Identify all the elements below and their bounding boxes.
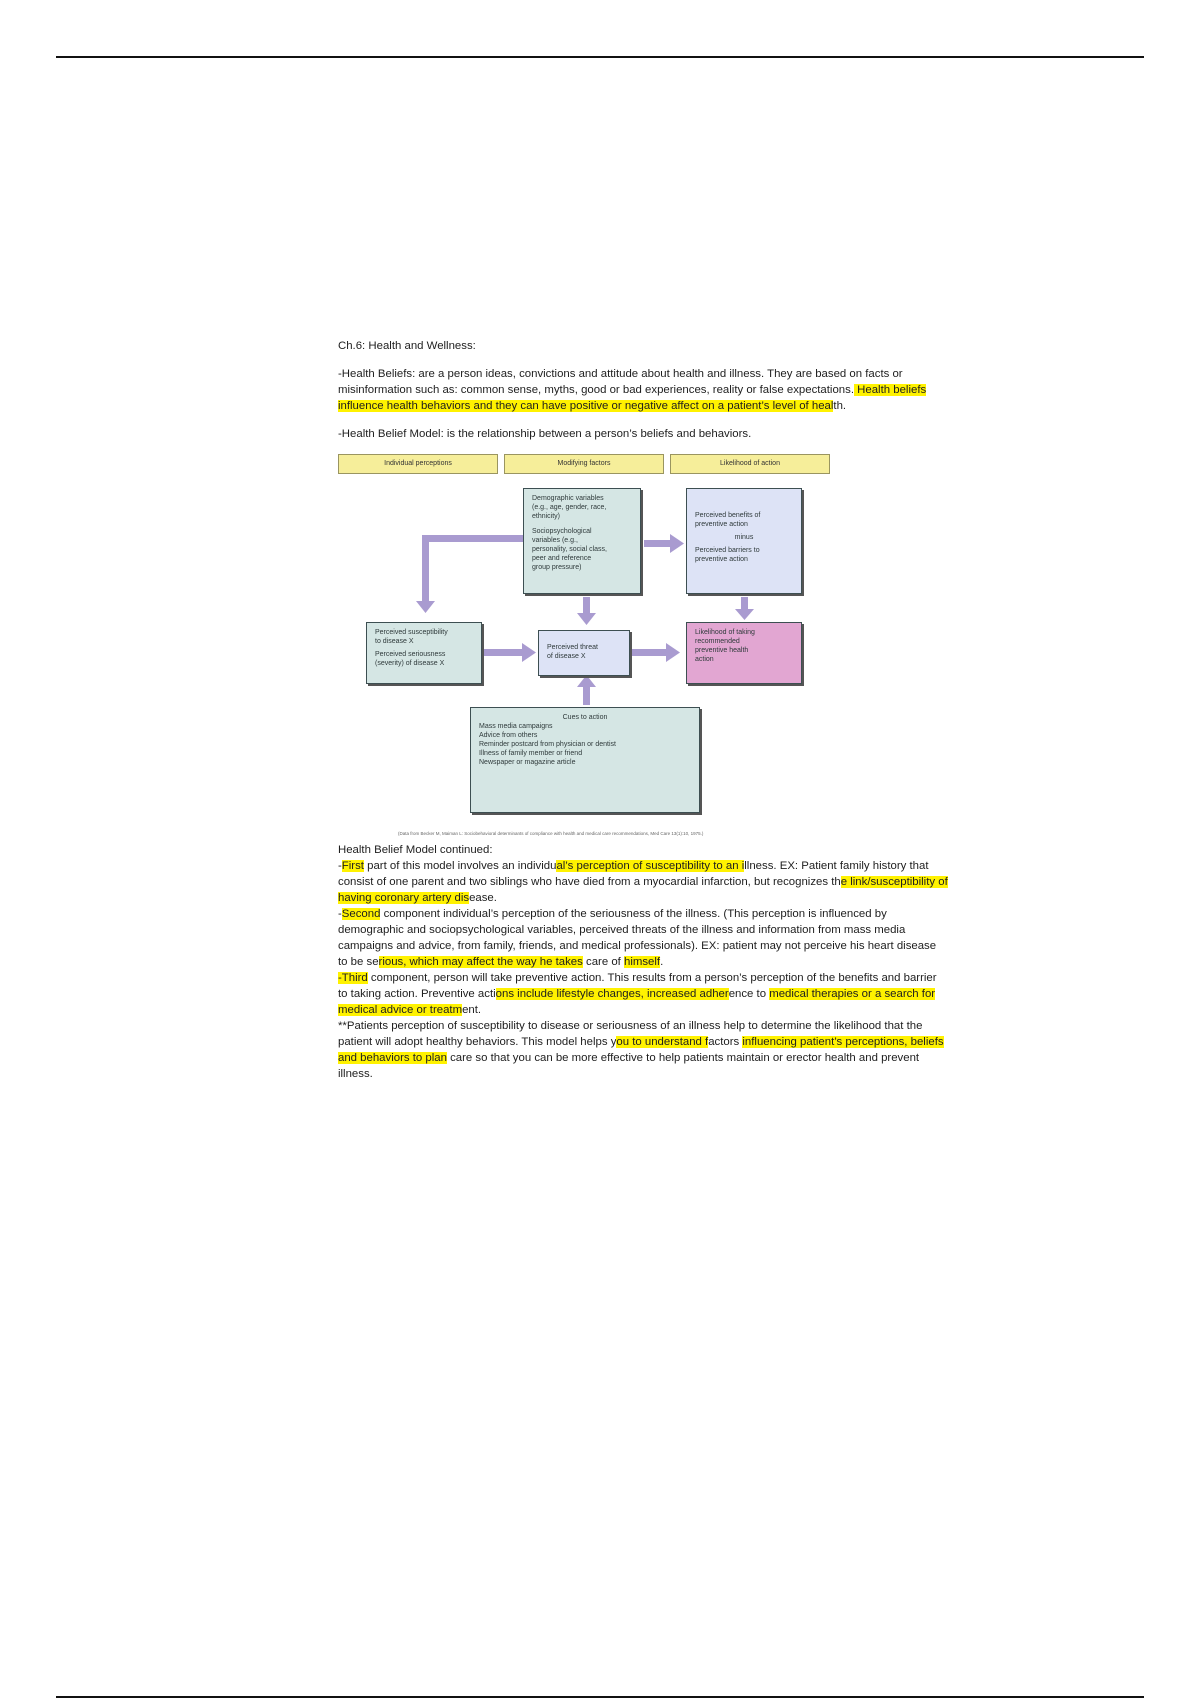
top-rule <box>56 56 1144 58</box>
second-component-paragraph: -Second component individual’s perception of the seriousness of the illness. (This perception is influenced by demographic and sociopsychological variables, perceived threats of the illness and information from mass media campaigns and advice, from family, friends, and medical professionals). EX: patient may not perceive his heart disease to be serious, which may affect the way he takes care of himself. <box>338 908 937 968</box>
likelihood-of-action-box: Likelihood of taking recommended preventive health action <box>686 622 802 684</box>
model-intro: -Health Belief Model: is the relationship between a person’s beliefs and behaviors. <box>338 428 752 440</box>
third-component-paragraph: -Third component, person will take preventive action. This results from a person’s perception of the benefits and barrier to taking action. Preventive actions include lifestyle changes, increased adherence to medical therapies or a search for medical advice or treatment. <box>338 972 937 1016</box>
arrow-modifying-to-threat <box>583 597 590 613</box>
header-individual-perceptions: Individual perceptions <box>338 454 498 474</box>
arrow-cues-to-threat-head <box>577 675 596 687</box>
arrow-susceptibility-to-threat-head <box>522 643 536 662</box>
arrow-cues-to-threat <box>583 687 590 705</box>
first-component-paragraph: -First part of this model involves an individual’s perception of susceptibility to an illness. EX: Patient family history that consist of one parent and two siblings who have died from a myocardial infarction, but recognizes the link/susceptibility of having coronary artery disease. <box>338 860 948 904</box>
document-page <box>338 338 948 1082</box>
bottom-rule <box>56 1696 1144 1698</box>
arrow-modifying-to-benefits <box>644 540 670 547</box>
arrow-modifying-to-benefits-head <box>670 534 684 553</box>
arrow-elbow-v <box>422 535 429 601</box>
arrow-modifying-to-threat-head <box>577 613 596 625</box>
cue-item: Mass media campaigns <box>479 723 553 730</box>
arrow-threat-to-likelihood <box>628 649 666 656</box>
health-belief-model-diagram <box>338 446 948 836</box>
cue-item: Newspaper or magazine article <box>479 759 576 766</box>
diagram-source-note: (Data from Becker M, Maiman L: Sociobehavioral determinants of compliance with health and medical care recommendations, Med Care 13(1):10, 1975.) <box>398 831 704 836</box>
arrow-susceptibility-to-threat <box>480 649 522 656</box>
modifying-factors-box: Demographic variables (e.g., age, gender, race, ethnicity) Sociopsychological variables (e.g., personality, social class, peer and reference group pressure) <box>523 488 641 594</box>
arrow-benefits-to-likelihood-head <box>735 609 754 620</box>
arrow-elbow-h <box>422 535 524 542</box>
arrow-elbow-head <box>416 601 435 613</box>
arrow-benefits-to-likelihood <box>741 597 748 609</box>
page-title: Ch.6: Health and Wellness: <box>338 340 476 352</box>
cue-item: Reminder postcard from physician or dentist <box>479 741 616 748</box>
cue-item: Advice from others <box>479 732 538 739</box>
closing-paragraph: **Patients perception of susceptibility to disease or seriousness of an illness help to determine the likelihood that the patient will adopt healthy behaviors. This model helps you to understand factors influencing patient’s perceptions, beliefs and behaviors to plan care so that you can be more effective to help patients maintain or erector health and prevent illness. <box>338 1020 944 1080</box>
benefits-barriers-box: Perceived benefits of preventive action minus Perceived barriers to preventive action <box>686 488 802 594</box>
arrow-threat-to-likelihood-head <box>666 643 680 662</box>
perceived-susceptibility-box: Perceived susceptibility to disease X Perceived seriousness (severity) of disease X <box>366 622 482 684</box>
highlight: Health beliefs influence health behaviors and they can have positive or negative affect on a patient’s level of heal <box>338 384 927 412</box>
continued-title: Health Belief Model continued: <box>338 844 493 856</box>
cue-item: Illness of family member or friend <box>479 750 583 757</box>
header-modifying-factors: Modifying factors <box>504 454 664 474</box>
health-beliefs-paragraph: -Health Beliefs: are a person ideas, convictions and attitude about health and illness. They are based on facts or misinformation such as: common sense, myths, good or bad experiences, reality or false expectations. Health beliefs influence health behaviors and they can have positive or negative affect on a patient’s level of health. <box>338 368 927 412</box>
perceived-threat-box: Perceived threat of disease X <box>538 630 630 676</box>
header-likelihood-of-action: Likelihood of action <box>670 454 830 474</box>
cues-to-action-box: Cues to action Mass media campaigns Advice from others Reminder postcard from physician or dentist Illness of family member or friend Newspaper or magazine article <box>470 707 700 813</box>
